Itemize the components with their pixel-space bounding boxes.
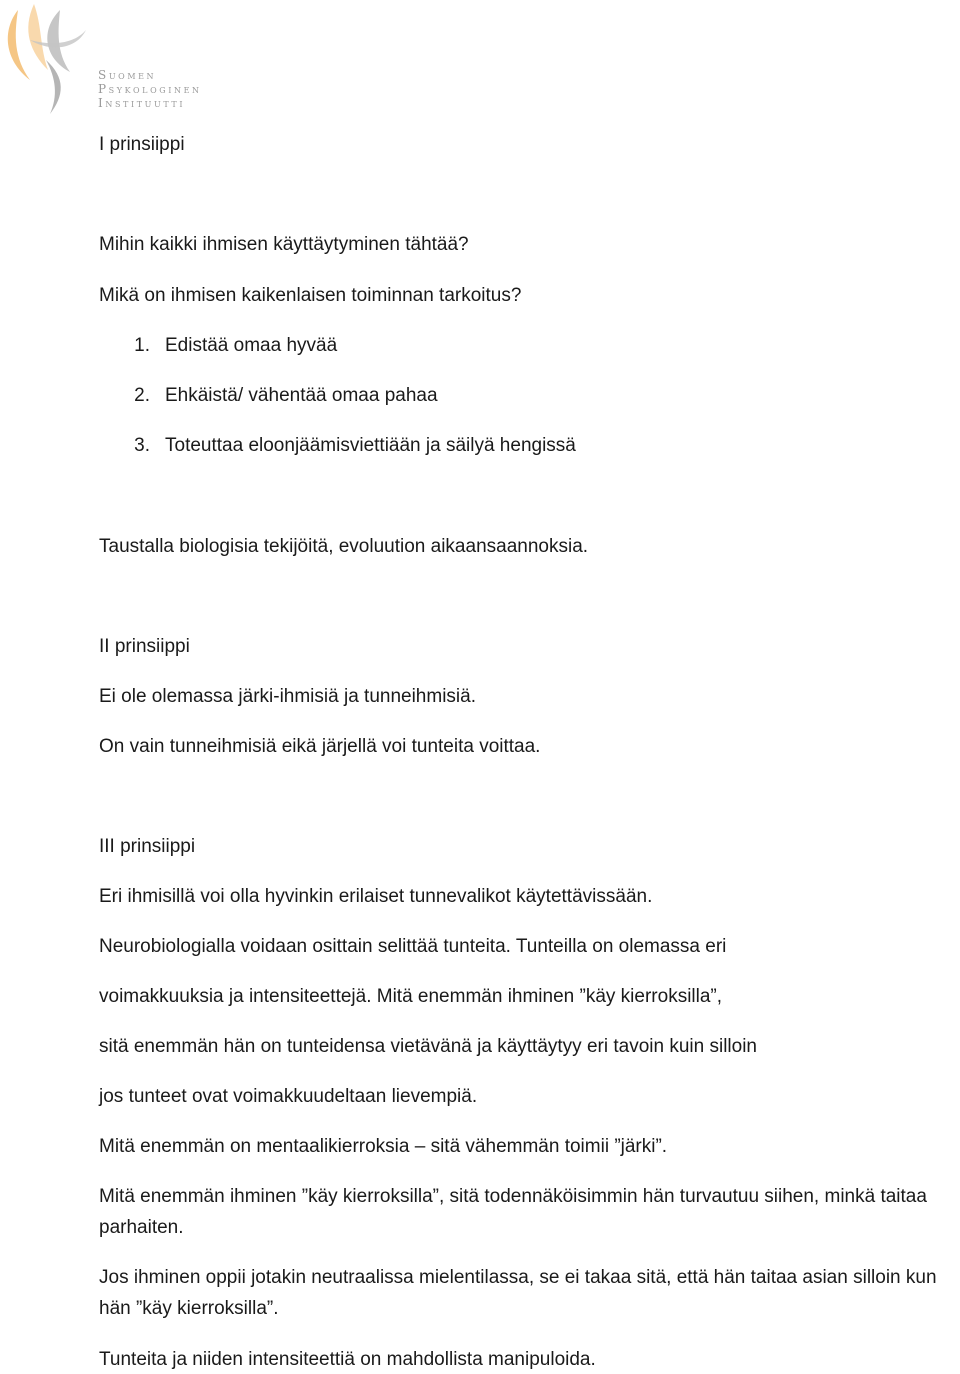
list-text: Edistää omaa hyvää: [165, 335, 338, 356]
list-text: Toteuttaa eloonjäämisviettiään ja säilyä hengissä: [165, 435, 576, 456]
background-paragraph: Taustalla biologisia tekijöitä, evoluution aikaansaannoksia.: [99, 536, 589, 557]
paragraph: Eri ihmisillä voi olla hyvinkin erilaiset tunnevalikot käytettävissään.: [99, 886, 653, 907]
logo-wordmark: [98, 68, 202, 110]
list-item: [117, 334, 337, 358]
question-1: Mihin kaikki ihmisen käyttäytyminen tähtää?: [99, 234, 469, 255]
paragraph: On vain tunneihmisiä eikä järjellä voi tunteita voittaa.: [99, 736, 541, 757]
logo-flame-icon: [0, 0, 100, 120]
heading-principle-2: II prinsiippi: [99, 636, 190, 657]
heading-principle-3: III prinsiippi: [99, 836, 196, 857]
list-item: [117, 384, 438, 408]
paragraph: sitä enemmän hän on tunteidensa vietävänä ja käyttäytyy eri tavoin kuin silloin: [99, 1036, 757, 1057]
question-2: Mikä on ihmisen kaikenlaisen toiminnan tarkoitus?: [99, 285, 522, 306]
paragraph: Jos ihminen oppii jotakin neutraalissa mielentilassa, se ei takaa sitä, että hän taitaa asian silloin kun hän ”käy kierroksilla”.: [99, 1267, 937, 1319]
heading-principle-1: I prinsiippi: [99, 134, 185, 155]
paragraph: jos tunteet ovat voimakkuudeltaan lievempiä.: [99, 1086, 478, 1107]
paragraph: Neurobiologialla voidaan osittain selittää tunteita. Tunteilla on olemassa eri: [99, 936, 727, 957]
institute-logo: [0, 0, 230, 120]
logo-line-3: Instituutti: [98, 96, 186, 110]
list-number: 1.: [134, 335, 150, 356]
paragraph: voimakkuuksia ja intensiteettejä. Mitä enemmän ihminen ”käy kierroksilla”,: [99, 986, 723, 1007]
paragraph: Ei ole olemassa järki-ihmisiä ja tunneihmisiä.: [99, 686, 476, 707]
logo-line-2: Psykologinen: [98, 82, 202, 96]
paragraph: Mitä enemmän ihminen ”käy kierroksilla”, sitä todennäköisimmin hän turvautuu siihen, minkä taitaa parhaiten.: [99, 1186, 927, 1238]
list-number: 2.: [134, 385, 150, 406]
list-text: Ehkäistä/ vähentää omaa pahaa: [165, 385, 438, 406]
paragraph: Tunteita ja niiden intensiteettiä on mahdollista manipuloida.: [99, 1349, 596, 1370]
list-number: 3.: [134, 435, 150, 456]
list-item: [117, 434, 576, 458]
logo-line-1: Suomen: [98, 68, 157, 82]
paragraph: Mitä enemmän on mentaalikierroksia – sitä vähemmän toimii ”järki”.: [99, 1136, 668, 1157]
